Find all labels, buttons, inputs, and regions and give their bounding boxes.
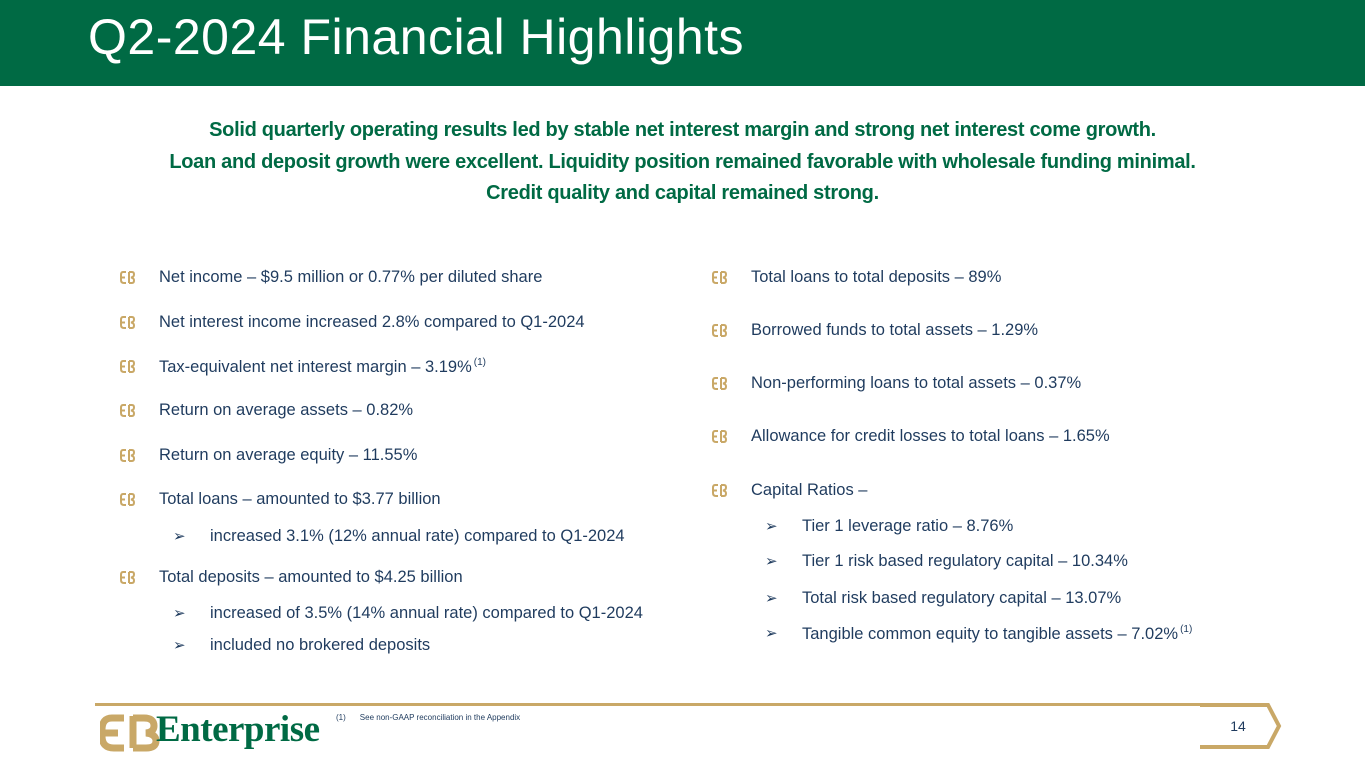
enterprise-bullet-icon [120,271,135,284]
bullet-text: Return on average assets – 0.82% [159,401,414,419]
enterprise-bullet-icon [712,430,727,443]
arrow-bullet-icon: ➢ [765,553,778,570]
enterprise-bullet-icon [120,449,135,462]
bullet-text: Total loans to total deposits – 89% [751,268,1002,286]
enterprise-bullet-icon [120,404,135,417]
summary-line: Loan and deposit growth were excellent. Liquidity position remained favorable with wholesale funding minimal. [169,150,1196,173]
footnote [336,713,520,722]
sub-bullet-text: Total risk based regulatory capital – 13.07% [802,589,1122,607]
bullet-text: Capital Ratios – [751,481,868,499]
enterprise-bullet-icon [712,271,727,284]
bullet-text-with-note [159,357,486,377]
sub-bullet-text: increased of 3.5% (14% annual rate) compared to Q1-2024 [210,604,643,622]
bullet-text: Tax-equivalent net interest margin – 3.19% [159,358,472,376]
sub-bullet-text: Tier 1 risk based regulatory capital – 10.34% [802,552,1128,570]
page-number: 14 [1230,718,1246,734]
enterprise-bullet-icon [712,377,727,390]
enterprise-bullet-icon [120,316,135,329]
title-bar [0,0,1365,86]
logo-wordmark: Enterprise [156,709,320,750]
footnote-ref: (1) [473,357,486,368]
bullet-text: Net income – $9.5 million or 0.77% per diluted share [159,268,543,286]
sub-bullet-text: increased 3.1% (12% annual rate) compared to Q1-2024 [210,527,625,545]
bullet-text: Total loans – amounted to $3.77 billion [159,490,441,508]
sub-bullet-text-with-note [802,624,1192,644]
footer-divider [95,703,1201,706]
enterprise-bullet-icon [712,324,727,337]
sub-bullet-text: Tangible common equity to tangible assets – 7.02% [802,625,1179,643]
bullet-text: Borrowed funds to total assets – 1.29% [751,321,1039,339]
sub-bullet-text: Tier 1 leverage ratio – 8.76% [802,517,1014,535]
bullet-text: Non-performing loans to total assets – 0.37% [751,374,1082,392]
bullet-text: Total deposits – amounted to $4.25 billion [159,568,463,586]
bullet-text: Return on average equity – 11.55% [159,446,418,464]
arrow-bullet-icon: ➢ [765,625,778,642]
enterprise-bullet-icon [120,493,135,506]
slide-title: Q2-2024 Financial Highlights [88,9,745,65]
bullet-text: Net interest income increased 2.8% compared to Q1-2024 [159,313,585,331]
bullet-text: Allowance for credit losses to total loans – 1.65% [751,427,1110,445]
enterprise-bullet-icon [120,360,135,373]
footnote-text: See non-GAAP reconciliation in the Appendix [359,713,521,722]
footnote-number: (1) [336,713,346,722]
summary [0,115,1365,210]
arrow-bullet-icon: ➢ [173,528,186,545]
footnote-ref: (1) [1180,624,1193,635]
summary-line: Solid quarterly operating results led by stable net interest margin and strong net interest come growth. [209,119,1156,141]
enterprise-logo-icon [100,710,160,754]
arrow-bullet-icon: ➢ [173,637,186,654]
sub-bullet-text: included no brokered deposits [210,636,431,654]
enterprise-bullet-icon [120,571,135,584]
arrow-bullet-icon: ➢ [173,605,186,622]
arrow-bullet-icon: ➢ [765,590,778,607]
arrow-bullet-icon: ➢ [765,518,778,535]
enterprise-bullet-icon [712,484,727,497]
summary-line: Credit quality and capital remained strong. [486,182,879,204]
